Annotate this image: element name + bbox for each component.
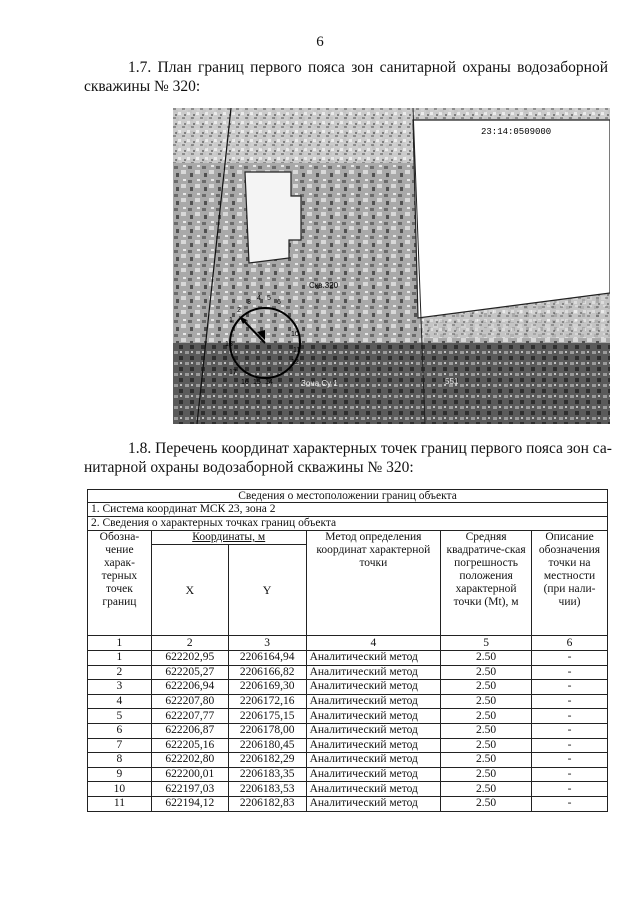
y-coordinate-cell: 2206175,15 <box>228 709 306 724</box>
header-designation: Обозна-чение харак-терных точек границ <box>88 531 152 636</box>
error-cell: 2.50 <box>441 709 532 724</box>
x-coordinate-cell: 622197,03 <box>151 782 228 797</box>
method-cell: Аналитический метод <box>306 680 441 695</box>
error-cell: 2.50 <box>441 782 532 797</box>
description-cell: - <box>532 796 608 811</box>
header-coordinates: Координаты, м <box>151 531 306 545</box>
zone-label: Зона Су 1 <box>301 379 338 388</box>
y-coordinate-cell: 2206178,00 <box>228 723 306 738</box>
header-method: Метод определения координат характерной точки <box>306 531 441 636</box>
boundary-point-number: 17 <box>229 369 237 376</box>
y-coordinate-cell: 2206182,83 <box>228 796 306 811</box>
map-timestamp: 23:14:0509000 <box>481 127 552 137</box>
point-number-cell: 1 <box>88 651 152 666</box>
description-cell: - <box>532 723 608 738</box>
y-coordinate-cell: 2206180,45 <box>228 738 306 753</box>
method-cell: Аналитический метод <box>306 782 441 797</box>
method-cell: Аналитический метод <box>306 796 441 811</box>
boundary-point-number: 13 <box>225 341 233 348</box>
point-number-cell: 2 <box>88 665 152 680</box>
table-row <box>88 767 608 782</box>
column-number: 2 <box>151 636 228 651</box>
boundary-point-number: 14 <box>265 379 273 386</box>
header-y: Y <box>228 545 306 636</box>
y-coordinate-cell: 2206182,29 <box>228 753 306 768</box>
method-cell: Аналитический метод <box>306 753 441 768</box>
x-coordinate-cell: 622202,95 <box>151 651 228 666</box>
error-cell: 2.50 <box>441 694 532 709</box>
table-row <box>88 782 608 797</box>
method-cell: Аналитический метод <box>306 738 441 753</box>
table-row <box>88 651 608 666</box>
error-cell: 2.50 <box>441 738 532 753</box>
boundary-point-number: 11 <box>293 347 301 354</box>
y-coordinate-cell: 2206169,30 <box>228 680 306 695</box>
page-number: 6 <box>316 34 324 50</box>
table-row <box>88 723 608 738</box>
x-coordinate-cell: 622200,01 <box>151 767 228 782</box>
boundary-point-number: 16 <box>241 379 249 386</box>
method-cell: Аналитический метод <box>306 665 441 680</box>
points-info-row: 2. Сведения о характерных точках границ объекта <box>88 517 608 531</box>
y-coordinate-cell: 2206183,35 <box>228 767 306 782</box>
point-number-cell: 4 <box>88 694 152 709</box>
method-cell: Аналитический метод <box>306 694 441 709</box>
method-cell: Аналитический метод <box>306 709 441 724</box>
error-cell: 2.50 <box>441 651 532 666</box>
error-cell: 2.50 <box>441 723 532 738</box>
boundary-point-number: 15 <box>253 379 261 386</box>
table-title: Сведения о местоположении границ объекта <box>88 490 608 503</box>
error-cell: 2.50 <box>441 767 532 782</box>
heading-line: 1.8. Перечень координат характерных точек границ первого пояса зон са- <box>128 440 612 457</box>
error-cell: 2.50 <box>441 753 532 768</box>
y-coordinate-cell: 2206172,16 <box>228 694 306 709</box>
parcel-label: 551 <box>445 377 459 386</box>
point-number-cell: 10 <box>88 782 152 797</box>
description-cell: - <box>532 782 608 797</box>
coordinates-table <box>87 489 608 812</box>
y-coordinate-cell: 2206183,53 <box>228 782 306 797</box>
table-row <box>88 753 608 768</box>
error-cell: 2.50 <box>441 665 532 680</box>
method-cell: Аналитический метод <box>306 651 441 666</box>
column-number: 3 <box>228 636 306 651</box>
boundary-point-number: 6 <box>277 299 281 306</box>
description-cell: - <box>532 753 608 768</box>
table-row <box>88 680 608 695</box>
boundary-point-number: 5 <box>267 295 271 302</box>
heading-line: скважины № 320: <box>84 78 201 95</box>
boundary-point-number: 3 <box>247 299 251 306</box>
boundary-point-number: 4 <box>257 295 261 302</box>
description-cell: - <box>532 738 608 753</box>
x-coordinate-cell: 622207,77 <box>151 709 228 724</box>
description-cell: - <box>532 694 608 709</box>
x-coordinate-cell: 622202,80 <box>151 753 228 768</box>
point-number-cell: 3 <box>88 680 152 695</box>
table-row <box>88 665 608 680</box>
x-coordinate-cell: 622207,80 <box>151 694 228 709</box>
method-cell: Аналитический метод <box>306 767 441 782</box>
boundary-point-number: 2 <box>237 307 241 314</box>
table-row <box>88 738 608 753</box>
column-number: 4 <box>306 636 441 651</box>
x-coordinate-cell: 622194,12 <box>151 796 228 811</box>
map-drawing <box>173 108 610 424</box>
point-number-cell: 5 <box>88 709 152 724</box>
x-coordinate-cell: 622206,87 <box>151 723 228 738</box>
description-cell: - <box>532 680 608 695</box>
boundary-point-number: 10 <box>291 331 299 338</box>
well-label: Скв.320 <box>309 281 339 290</box>
description-cell: - <box>532 767 608 782</box>
column-number: 6 <box>532 636 608 651</box>
section-1-8-heading <box>84 439 612 477</box>
heading-line: нитарной охраны водозаборной скважины № 320: <box>84 459 414 476</box>
boundary-point-number: 1 <box>229 317 233 324</box>
point-number-cell: 8 <box>88 753 152 768</box>
x-coordinate-cell: 622205,27 <box>151 665 228 680</box>
description-cell: - <box>532 709 608 724</box>
y-coordinate-cell: 2206166,82 <box>228 665 306 680</box>
table-row <box>88 694 608 709</box>
column-number: 1 <box>88 636 152 651</box>
y-coordinate-cell: 2206164,94 <box>228 651 306 666</box>
point-number-cell: 11 <box>88 796 152 811</box>
header-x: X <box>151 545 228 636</box>
boundary-plan-map <box>173 108 610 424</box>
table-row <box>88 709 608 724</box>
x-coordinate-cell: 622206,94 <box>151 680 228 695</box>
error-cell: 2.50 <box>441 680 532 695</box>
description-cell: - <box>532 665 608 680</box>
error-cell: 2.50 <box>441 796 532 811</box>
point-number-cell: 6 <box>88 723 152 738</box>
coordinate-system-row: 1. Система координат МСК 23, зона 2 <box>88 503 608 517</box>
header-error: Средняя квадратиче-ская погрешность положения характерной точки (Mt), м <box>441 531 532 636</box>
point-number-cell: 7 <box>88 738 152 753</box>
column-number: 5 <box>441 636 532 651</box>
point-number-cell: 9 <box>88 767 152 782</box>
description-cell: - <box>532 651 608 666</box>
header-description: Описание обозначения точки на местности (при нали-чии) <box>532 531 608 636</box>
table-row <box>88 796 608 811</box>
heading-line: 1.7. План границ первого пояса зон санитарной охраны водозаборной <box>128 59 608 76</box>
x-coordinate-cell: 622205,16 <box>151 738 228 753</box>
method-cell: Аналитический метод <box>306 723 441 738</box>
section-1-7-heading <box>84 58 608 96</box>
boundary-point-number: 12 <box>291 359 299 366</box>
